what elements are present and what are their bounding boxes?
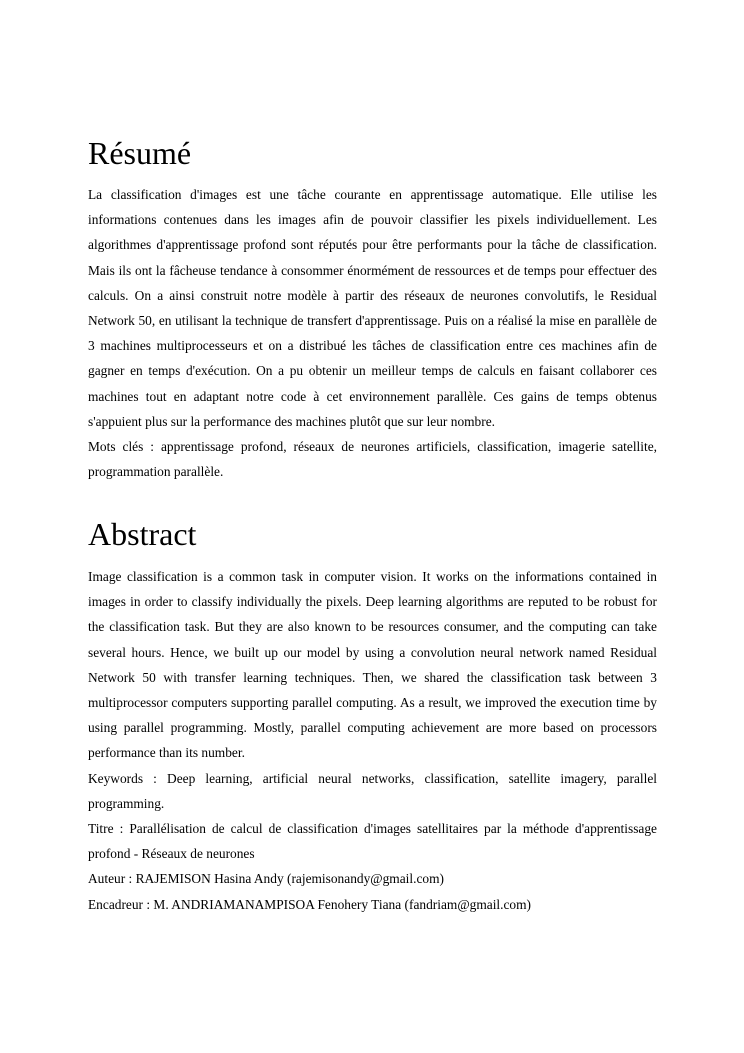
- resume-heading: Résumé: [88, 135, 192, 171]
- resume-keywords: Mots clés : apprentissage profond, réseaux de neurones artificiels, classification, imagerie satellite, programmation parallèle.: [88, 439, 657, 480]
- resume-body: La classification d'images est une tâche courante en apprentissage automatique. Elle utilise les informations contenues dans les images afin de pouvoir classifier les pixels individuellement. Les algorithmes d'apprentissage profond sont réputés pour être performants pour la tâche de classification. Mais ils ont la fâcheuse tendance à consommer énormément de ressources et de temps pour effectuer des calculs. On a ainsi construit notre modèle à partir des réseaux de neurones convolutifs, le Residual Network 50, en utilisant la technique de transfert d'apprentissage. Puis on a réalisé la mise en parallèle de 3 machines multiprocesseurs et on a distribué les tâches de classification entre ces machines afin de gagner en temps d'exécution. On a pu obtenir un meilleur temps de calculs en faisant collaborer ces machines tout en adaptant notre code à cet environnement parallèle. Ces gains de temps obtenus s'appuient plus sur la performance des machines plutôt que sur leur nombre.: [88, 187, 657, 429]
- abstract-heading: Abstract: [88, 516, 197, 552]
- thesis-title: Titre : Parallélisation de calcul de classification d'images satellitaires par la méthode d'apprentissage profond - Réseaux de neurones: [88, 821, 657, 862]
- abstract-section: [88, 564, 657, 917]
- resume-section: [88, 182, 657, 484]
- abstract-body: Image classification is a common task in computer vision. It works on the informations contained in images in order to classify individually the pixels. Deep learning algorithms are reputed to be robust for the classification task. But they are also known to be resources consumer, and the computing can take several hours. Hence, we built up our model by using a convolution neural network named Residual Network 50 with transfer learning techniques. Then, we shared the classification task between 3 multiprocessor computers supporting parallel computing. As a result, we improved the execution time by using parallel programming. Mostly, parallel computing achievement are more based on processors performance than its number.: [88, 569, 657, 761]
- author-line: Auteur : RAJEMISON Hasina Andy (rajemisonandy@gmail.com): [88, 871, 444, 887]
- abstract-keywords: Keywords : Deep learning, artificial neural networks, classification, satellite imagery, parallel programming.: [88, 770, 657, 811]
- supervisor-line: Encadreur : M. ANDRIAMANAMPISOA Fenohery Tiana (fandriam@gmail.com): [88, 896, 532, 912]
